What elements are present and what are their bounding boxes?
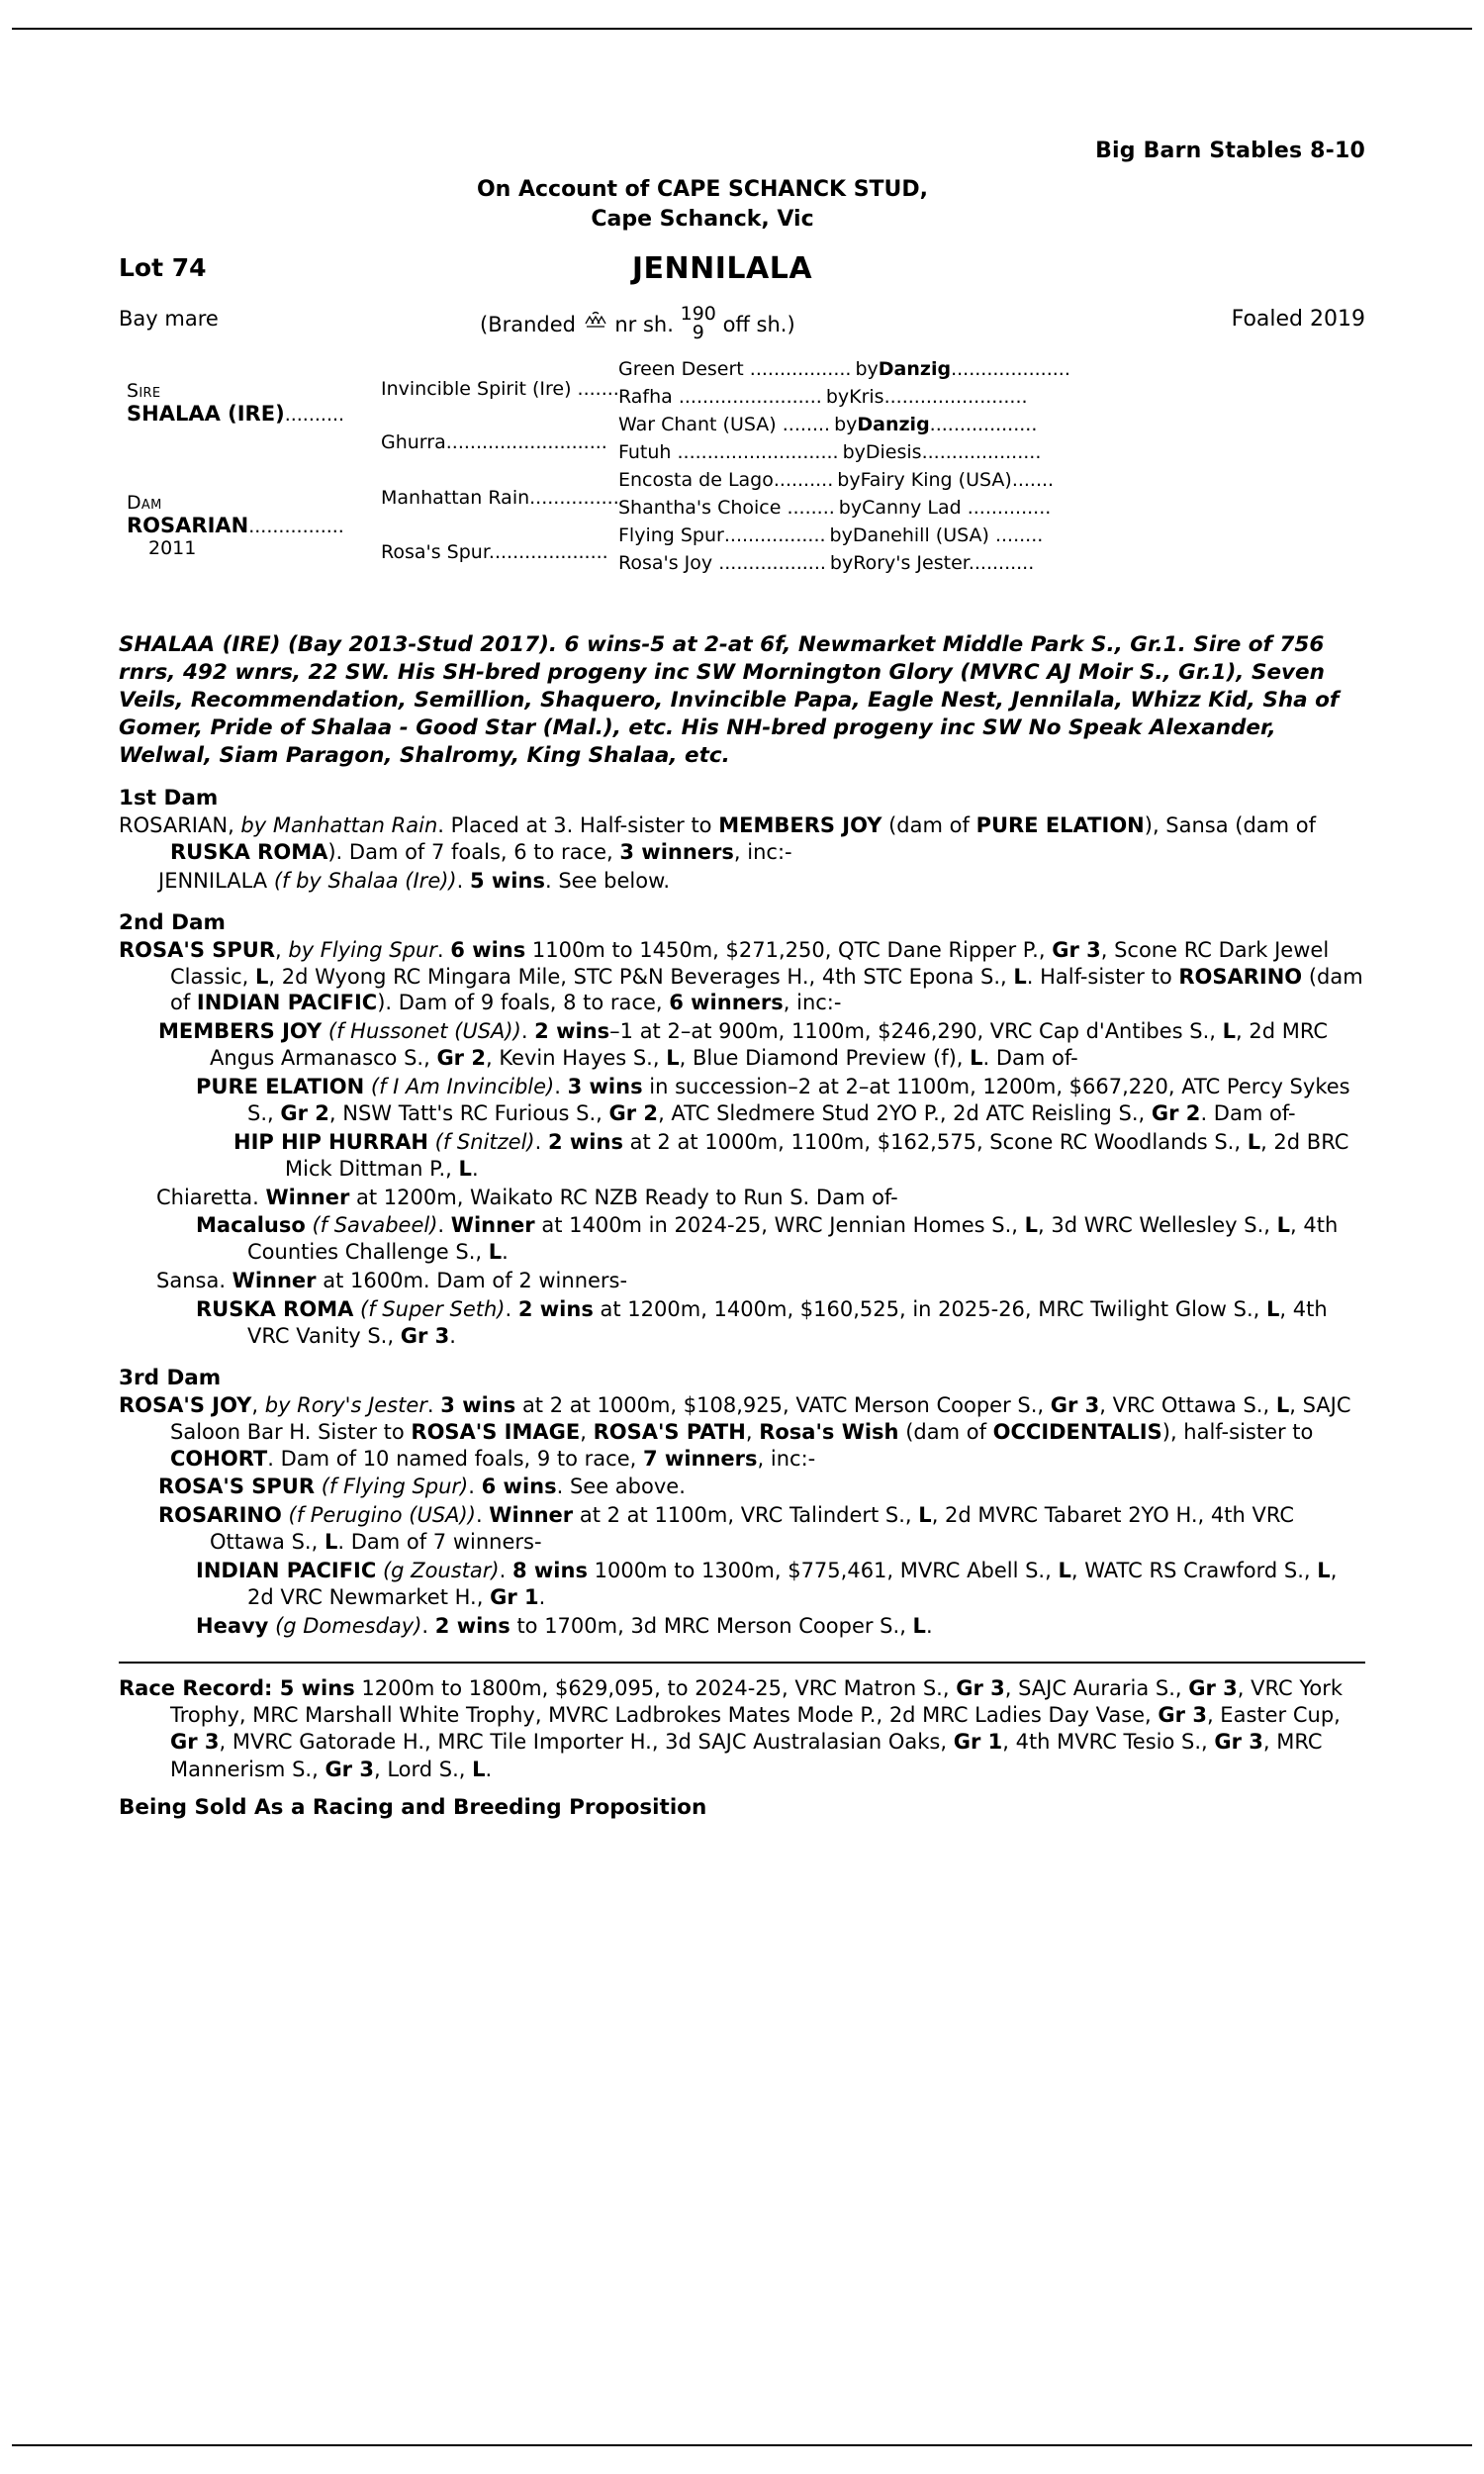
stables-line: Big Barn Stables 8-10 — [1095, 139, 1365, 163]
grandparent-4 — [381, 541, 608, 563]
grandparent-1 — [381, 378, 619, 400]
pedigree-sire-block — [127, 380, 344, 426]
description-line — [119, 299, 1365, 344]
grandparent-3-name: Manhattan Rain — [381, 487, 530, 510]
section-heading: 2nd Dam — [119, 909, 226, 935]
great-grandparent-2 — [618, 386, 1028, 408]
ggp-3-dots: ........ — [776, 414, 831, 436]
section-heading: 1st Dam — [119, 786, 219, 811]
pedigree-paragraph: ROSARIAN, by Manhattan Rain. Placed at 3. Half-sister to MEMBERS JOY (dam of PURE ELATION), Sansa (dam of RUSKA ROMA). Dam of 7 foals, 6 to race, 3 winners, inc:- — [119, 813, 1317, 864]
brand-symbol-icon — [583, 310, 608, 333]
race-record-rule — [119, 1662, 1365, 1664]
ggp-5-dots: .......... — [773, 469, 834, 492]
sire-name: SHALAA (IRE) — [127, 402, 285, 427]
pedigree-col-grandparents — [381, 358, 619, 625]
grandparent-1-dots: ....... — [571, 378, 619, 401]
pedigree-paragraph: PURE ELATION (f I Am Invincible). 3 wins in succession–2 at 2–at 1100m, 1200m, $667,220, ATC Percy Sykes S., Gr 2, NSW Tatt's RC Furious S., Gr 2, ATC Sledmere Stud 2YO P., 2d ATC Reisling S., Gr 2. Dam of- — [196, 1075, 1350, 1125]
pedigree-paragraph: ROSA'S SPUR (f Flying Spur). 6 wins. See above. — [158, 1475, 686, 1499]
pedigree-paragraph: MEMBERS JOY (f Hussonet (USA)). 2 wins–1 at 2–at 900m, 1100m, $246,290, VRC Cap d'Antibes S., L, 2d MRC Angus Armanasco S., Gr 2, Kevin Hayes S., L, Blue Diamond Preview (f), L. Dam of- — [158, 1019, 1329, 1071]
grandparent-4-name: Rosa's Spur — [381, 541, 489, 564]
pedigree-paragraph: Macaluso (f Savabeel). Winner at 1400m in 2024-25, WRC Jennian Homes S., L, 3d WRC Wellesley S., L, 4th Counties Challenge S., L. — [196, 1213, 1339, 1265]
ggp-6-dots: ........ — [781, 497, 835, 520]
pedigree-dam-block — [127, 492, 344, 559]
pedigree-paragraph: ROSA'S JOY, by Rory's Jester. 3 wins at 2 at 1000m, $108,925, VATC Merson Cooper S., Gr 3, VRC Ottawa S., L, SAJC Saloon Bar H. Sister to ROSA'S IMAGE, ROSA'S PATH, Rosa's Wish (dam of OCCIDENTALIS), half-sister to COHORT. Dam of 10 named foals, 9 to race, 7 winners, inc:- — [119, 1392, 1351, 1471]
pedigree-col-parents — [127, 358, 364, 625]
brand-number-top: 190 — [680, 303, 716, 326]
account-line-1: On Account of CAPE SCHANCK STUD, — [476, 177, 929, 202]
pedigree-paragraph: HIP HIP HURRAH (f Snitzel). 2 wins at 2 at 1000m, 1100m, $162,575, Scone RC Woodlands S., L, 2d BRC Mick Dittman P., L. — [233, 1129, 1349, 1181]
dam-name: ROSARIAN — [127, 514, 249, 538]
sire-label: Sire — [127, 380, 161, 403]
branded-middle: nr sh. — [614, 313, 674, 337]
ggp-2-tail: ........................ — [883, 386, 1028, 409]
brand-details — [480, 303, 795, 344]
pedigree-table — [119, 358, 1365, 625]
great-grandparent-4 — [618, 441, 1041, 463]
ggp-6-sire: Canny Lad — [862, 497, 962, 520]
grandparent-2-name: Ghurra — [381, 431, 446, 454]
lot-and-name-line — [119, 251, 1365, 291]
sire-summary-paragraph: SHALAA (IRE) (Bay 2013-Stud 2017). 6 wins-5 at 2-at 6f, Newmarket Middle Park S., Gr.1. Sire of 756 rnrs, 492 wnrs, 22 SW. His SH-bred progeny inc SW Mornington Glory (MVRC AJ Moir S., Gr.1), Seven Veils, Recommendation, Semillion, Shaquero, Invincible Papa, Eagle Nest, Jennilala, Whizz Kid, Sha of Gomer, Pride of Shalaa - Good Star (Mal.), etc. His NH-bred progeny inc SW No Speak Alexander, Welwal, Siam Paragon, Shalromy, King Shalaa, etc. — [119, 632, 1340, 769]
sire-dots: .......... — [284, 404, 345, 427]
ggp-4-dots: ........................... — [671, 441, 839, 464]
grandparent-2-dots: ........................... — [445, 431, 607, 454]
top-rule — [12, 28, 1472, 30]
ggp-5-by: by — [837, 469, 861, 492]
ggp-5-name: Encosta de Lago — [618, 469, 774, 492]
ggp-1-name: Green Desert — [618, 358, 744, 381]
selling-terms: Being Sold As a Racing and Breeding Proposition — [119, 1794, 707, 1820]
bottom-rule — [12, 2444, 1472, 2446]
pedigree-col-great-grandparents — [618, 358, 1365, 625]
great-grandparent-7 — [618, 524, 1043, 546]
account-line-2: Cape Schanck, Vic — [591, 206, 814, 232]
ggp-1-dots: ................. — [743, 358, 852, 381]
grandparent-3-dots: ............... — [529, 487, 619, 510]
dam-sections — [119, 786, 1365, 1640]
brand-number — [681, 305, 716, 342]
ggp-1-sire: Danzig — [878, 358, 952, 381]
ggp-7-sire: Danehill (USA) — [852, 524, 989, 547]
ggp-6-by: by — [838, 497, 863, 520]
race-record: Race Record: 5 wins 1200m to 1800m, $629,095, to 2024-25, VRC Matron S., Gr 3, SAJC Auraria S., Gr 3, VRC York Trophy, MRC Marshall White Trophy, MVRC Ladbrokes Mates Mode P., 2d MRC Ladies Day Vase, Gr 3, Easter Cup, Gr 3, MVRC Gatorade H., MRC Tile Importer H., 3d SAJC Australasian Oaks, Gr 1, 4th MVRC Tesio S., Gr 3, MRC Mannerism S., Gr 3, Lord S., L. — [119, 1675, 1344, 1781]
colour-sex: Bay mare — [119, 307, 219, 332]
ggp-8-sire: Rory's Jester — [853, 552, 969, 575]
ggp-3-name: War Chant (USA) — [618, 414, 777, 436]
dam-dots: ................ — [248, 516, 344, 538]
page-content — [119, 139, 1365, 1820]
pedigree-paragraph: Sansa. Winner at 1600m. Dam of 2 winners- — [156, 1269, 628, 1293]
ggp-2-dots: ........................ — [672, 386, 822, 409]
ggp-7-dots: ................. — [723, 524, 826, 547]
pedigree-paragraph: RUSKA ROMA (f Super Seth). 2 wins at 1200m, 1400m, $160,525, in 2025-26, MRC Twilight Glow S., L, 4th VRC Vanity S., Gr 3. — [196, 1297, 1328, 1348]
ggp-6-tail: .............. — [961, 497, 1052, 520]
branded-suffix: off sh.) — [722, 313, 795, 337]
section-1st-dam — [119, 786, 1365, 895]
ggp-8-tail: ........... — [968, 552, 1035, 575]
ggp-7-name: Flying Spur — [618, 524, 724, 547]
ggp-8-by: by — [829, 552, 854, 575]
section-2nd-dam — [119, 910, 1365, 1350]
pedigree-paragraph: JENNILALA (f by Shalaa (Ire)). 5 wins. See below. — [158, 868, 671, 893]
ggp-1-by: by — [855, 358, 879, 381]
great-grandparent-1 — [618, 358, 1070, 380]
ggp-8-name: Rosa's Joy — [618, 552, 713, 575]
page-title: JENNILALA — [631, 251, 813, 287]
lot-number: Lot 74 — [119, 253, 207, 283]
grandparent-2 — [381, 431, 607, 453]
pedigree-paragraph: ROSA'S SPUR, by Flying Spur. 6 wins 1100m to 1450m, $271,250, QTC Dane Ripper P., Gr 3, Scone RC Dark Jewel Classic, L, 2d Wyong RC Mingara Mile, STC P&N Beverages H., 4th STC Epona S., L. Half-sister to ROSARINO (dam of INDIAN PACIFIC). Dam of 9 foals, 8 to race, 6 winners, inc:- — [119, 937, 1363, 1015]
ggp-3-by: by — [834, 414, 858, 436]
ggp-7-tail: ........ — [988, 524, 1044, 547]
section-heading: 3rd Dam — [119, 1365, 222, 1390]
ggp-5-tail: ....... — [1011, 469, 1055, 492]
grandparent-1-name: Invincible Spirit (Ire) — [381, 378, 572, 401]
foaled-year: Foaled 2019 — [1231, 307, 1365, 333]
ggp-4-tail: .................... — [921, 441, 1042, 464]
ggp-3-tail: .................. — [929, 414, 1038, 436]
ggp-2-name: Rafha — [618, 386, 673, 409]
ggp-2-by: by — [825, 386, 850, 409]
sire-name-row — [127, 402, 344, 426]
great-grandparent-6 — [618, 497, 1051, 519]
ggp-5-sire: Fairy King (USA) — [860, 469, 1012, 492]
section-3rd-dam — [119, 1366, 1365, 1640]
ggp-4-name: Futuh — [618, 441, 672, 464]
ggp-3-sire: Danzig — [857, 414, 930, 436]
dam-year: 2011 — [148, 537, 197, 560]
ggp-6-name: Shantha's Choice — [618, 497, 782, 520]
great-grandparent-8 — [618, 552, 1034, 574]
ggp-1-tail: .................... — [951, 358, 1070, 381]
grandparent-4-dots: .................... — [488, 541, 608, 564]
great-grandparent-5 — [618, 469, 1054, 491]
ggp-7-by: by — [829, 524, 853, 547]
ggp-4-sire: Diesis — [865, 441, 922, 464]
grandparent-3 — [381, 487, 619, 509]
ggp-4-by: by — [842, 441, 866, 464]
ggp-2-sire: Kris — [849, 386, 884, 409]
great-grandparent-3 — [618, 414, 1037, 435]
dam-name-row — [127, 514, 344, 537]
ggp-8-dots: .................. — [712, 552, 826, 575]
branded-prefix: (Branded — [480, 313, 576, 337]
pedigree-paragraph: ROSARINO (f Perugino (USA)). Winner at 2 at 1100m, VRC Talindert S., L, 2d MVRC Tabaret 2YO H., 4th VRC Ottawa S., L. Dam of 7 winners- — [158, 1503, 1295, 1555]
pedigree-paragraph: Chiaretta. Winner at 1200m, Waikato RC NZB Ready to Run S. Dam of- — [156, 1185, 898, 1209]
dam-label: Dam — [127, 492, 162, 515]
account-block — [119, 175, 1365, 234]
brand-number-bottom: 9 — [692, 322, 704, 344]
pedigree-paragraph: INDIAN PACIFIC (g Zoustar). 8 wins 1000m to 1300m, $775,461, MVRC Abell S., L, WATC RS Crawford S., L, 2d VRC Newmarket H., Gr 1. — [196, 1559, 1338, 1609]
pedigree-paragraph: Heavy (g Domesday). 2 wins to 1700m, 3d MRC Merson Cooper S., L. — [196, 1613, 933, 1638]
